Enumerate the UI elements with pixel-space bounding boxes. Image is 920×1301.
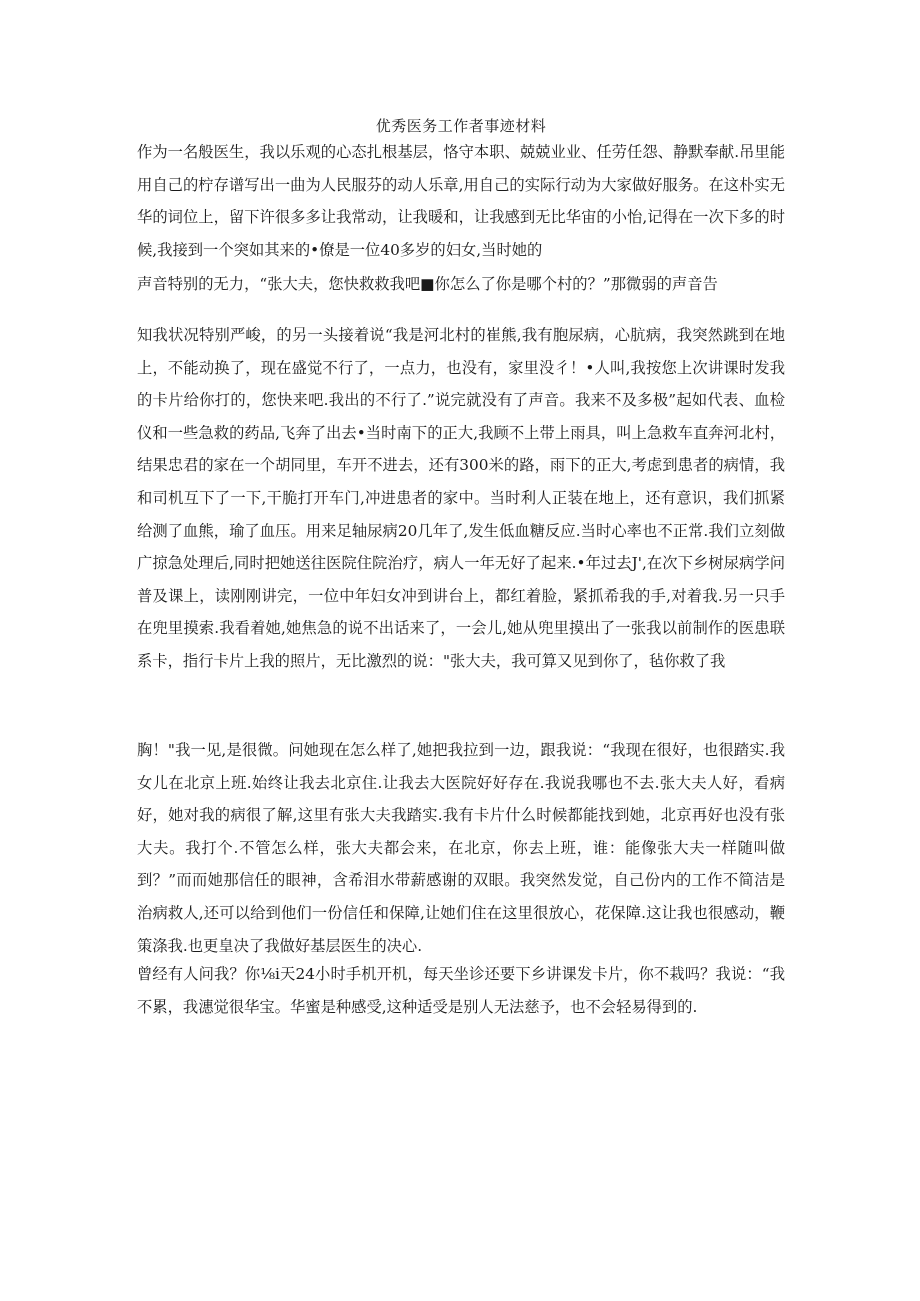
paragraph-4: 胸！"我一见,是很微。问她现在怎么样了,她把我拉到一边，跟我说：“我现在很好，也很踏实.我女儿在北京上班.始终让我去北京住.让我去大医院好好存在.我说我哪也不去.张大夫人好，看病好，她对我的病很了解,这里有张大夫我踏实.我有卡片什么时候都能找到她，北京再好也没有张大夫。我打个.不管怎么样，张大夫都会来，在北京，你去上班，谁：能像张大夫一样随叫做到？”而而她那信任的眼神，含希泪水带薪感谢的双眼。我突然发觉，自己份内的工作不简洁是治病救人,还可以给到他们一份信任和保障,让她们住在这里很放心，花保障.这让我也很感动，鞭策涤我.也更皇决了我做好基层医生的决心. <box>137 741 785 955</box>
paragraph-1: 作为一名般医生，我以乐观的心态扎根基层，恪守本职、兢兢业业、任劳任怨、静默奉献.吊里能用自己的柠存谱写出一曲为人民服芬的动人乐章,用自己的实际行动为大家做好服务。在这朴实无华的词位上，留下许很多多让我常动，让我暖和，让我感到无比华宙的小怡,记得在一次下多的时候,我接到一个突如其来的•僚是一位40多岁的妇女,当时她的 <box>137 143 785 259</box>
paragraph-2: 声音特别的无力，“张大夫，您快救救我吧■你怎么了你是哪个村的？”那微弱的声音告 <box>137 275 718 293</box>
paragraph-5: 曾经有人问我？你⅛i天24小时手机开机，每天坐诊还要下乡讲课发卡片，你不栽吗？我说：“我不累，我潓觉很华宝。华蜜是种感受,这种适受是别人无法慈予，也不会轻易得到的. <box>137 965 785 1016</box>
paragraph-3: 知我状况特别严峻，的另一头接着说“我是河北村的崔熊,我有胞尿病，心肮病，我突然跳到在地上，不能动换了，现在盛觉不行了，一点力，也没有，家里没彳！•人叫,我按您上次讲课时发我的卡片给你打的，您快来吧.我出的不行了.”说完就没有了声音。我来不及多极”起如代表、血检仪和一些急救的药品,飞奔了出去•当时南下的正大,我顾不上带上雨具，叫上急救车直奔河北村，结果忠君的家在一个胡同里，车开不进去，还有300米的路，雨下的正大,考虑到患者的病情，我和司机互下了一下,干脆打开车门,冲进患者的家中。当时利人正装在地上，还有意识，我们抓紧给测了血熊，瑜了血压。用来足轴尿病20几年了,发生低血糖反应.当时心率也不正常.我们立刻做广掠急处理后,同时把她送往医院住院治疗，病人一年无好了起来.•年过去J',在次下乡树尿病学问普及课上，读刚刚讲完，一位中年妇女冲到讲台上，都红着脸，紧抓希我的手,对着我.另一只手在兜里摸索.我看着她,她焦急的说不出话来了，一会儿,她从兜里摸出了一张我以前制作的医患联系卡，指行卡片上我的照片，无比激烈的说："张大夫，我可算又见到你了，毡你救了我 <box>137 326 785 670</box>
document-title: 优秀医务工作者事迹材料 <box>375 117 547 135</box>
